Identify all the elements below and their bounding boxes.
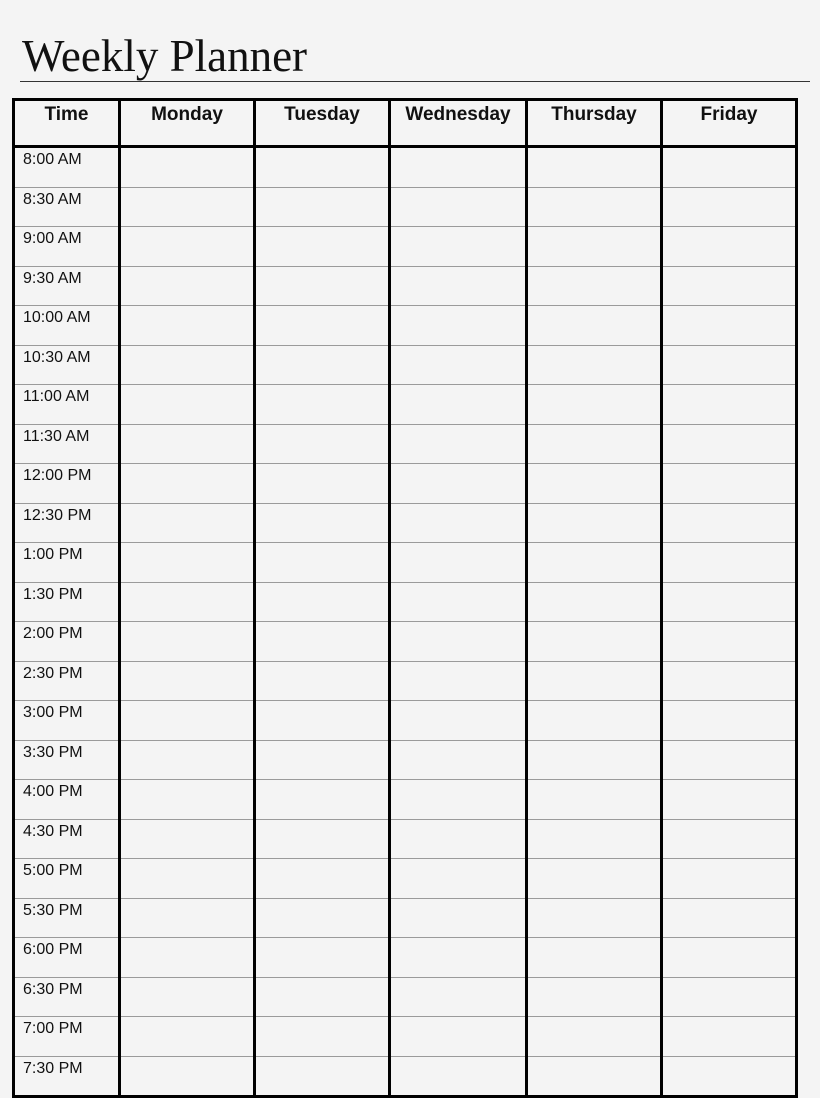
time-slot-label: 12:30 PM [14,503,120,543]
slot-cell-monday[interactable] [120,306,255,346]
table-row [14,1017,797,1057]
slot-cell-monday[interactable] [120,661,255,701]
column-header-tuesday: Tuesday [255,100,390,147]
page-title: Weekly Planner [22,31,308,81]
table-row [14,622,797,662]
slot-cell-monday[interactable] [120,898,255,938]
time-slot-label: 6:00 PM [14,938,120,978]
time-slot-label: 12:00 PM [14,464,120,504]
slot-cell-monday[interactable] [120,938,255,978]
slot-cell-thursday[interactable] [527,503,662,543]
time-slot-label: 10:30 AM [14,345,120,385]
time-slot-label: 10:00 AM [14,306,120,346]
column-header-thursday: Thursday [527,100,662,147]
slot-cell-monday[interactable] [120,227,255,267]
slot-cell-thursday[interactable] [527,780,662,820]
table-row [14,977,797,1017]
slot-cell-friday[interactable] [662,1056,797,1097]
slot-cell-wednesday[interactable] [390,503,527,543]
slot-cell-friday[interactable] [662,464,797,504]
slot-cell-friday[interactable] [662,345,797,385]
slot-cell-tuesday[interactable] [255,227,390,267]
slot-cell-friday[interactable] [662,424,797,464]
slot-cell-friday[interactable] [662,938,797,978]
slot-cell-tuesday[interactable] [255,938,390,978]
slot-cell-thursday[interactable] [527,859,662,899]
slot-cell-monday[interactable] [120,147,255,188]
slot-cell-thursday[interactable] [527,385,662,425]
title-divider [20,81,810,82]
slot-cell-thursday[interactable] [527,227,662,267]
table-row [14,385,797,425]
slot-cell-friday[interactable] [662,977,797,1017]
slot-cell-wednesday[interactable] [390,740,527,780]
slot-cell-monday[interactable] [120,187,255,227]
slot-cell-wednesday[interactable] [390,622,527,662]
slot-cell-friday[interactable] [662,819,797,859]
table-row [14,266,797,306]
slot-cell-tuesday[interactable] [255,977,390,1017]
slot-cell-friday[interactable] [662,266,797,306]
slot-cell-friday[interactable] [662,543,797,583]
time-slot-label: 6:30 PM [14,977,120,1017]
slot-cell-friday[interactable] [662,701,797,741]
slot-cell-tuesday[interactable] [255,266,390,306]
slot-cell-tuesday[interactable] [255,859,390,899]
slot-cell-tuesday[interactable] [255,345,390,385]
slot-cell-thursday[interactable] [527,1056,662,1097]
time-slot-label: 11:00 AM [14,385,120,425]
slot-cell-friday[interactable] [662,187,797,227]
table-row [14,898,797,938]
slot-cell-thursday[interactable] [527,819,662,859]
slot-cell-tuesday[interactable] [255,464,390,504]
time-slot-label: 1:00 PM [14,543,120,583]
slot-cell-wednesday[interactable] [390,977,527,1017]
slot-cell-thursday[interactable] [527,977,662,1017]
table-row [14,780,797,820]
slot-cell-friday[interactable] [662,503,797,543]
slot-cell-tuesday[interactable] [255,503,390,543]
slot-cell-friday[interactable] [662,582,797,622]
slot-cell-monday[interactable] [120,977,255,1017]
slot-cell-wednesday[interactable] [390,227,527,267]
table-row [14,701,797,741]
slot-cell-monday[interactable] [120,385,255,425]
table-row [14,503,797,543]
table-row [14,859,797,899]
slot-cell-monday[interactable] [120,622,255,662]
slot-cell-wednesday[interactable] [390,859,527,899]
slot-cell-wednesday[interactable] [390,306,527,346]
slot-cell-monday[interactable] [120,740,255,780]
slot-cell-thursday[interactable] [527,898,662,938]
table-row [14,582,797,622]
slot-cell-wednesday[interactable] [390,1056,527,1097]
slot-cell-tuesday[interactable] [255,385,390,425]
slot-cell-monday[interactable] [120,1056,255,1097]
slot-cell-wednesday[interactable] [390,819,527,859]
slot-cell-thursday[interactable] [527,345,662,385]
table-row [14,740,797,780]
slot-cell-thursday[interactable] [527,266,662,306]
table-row [14,819,797,859]
table-row [14,345,797,385]
time-slot-label: 4:00 PM [14,780,120,820]
slot-cell-tuesday[interactable] [255,147,390,188]
slot-cell-thursday[interactable] [527,661,662,701]
slot-cell-wednesday[interactable] [390,1017,527,1057]
slot-cell-friday[interactable] [662,859,797,899]
slot-cell-friday[interactable] [662,147,797,188]
slot-cell-wednesday[interactable] [390,464,527,504]
slot-cell-thursday[interactable] [527,543,662,583]
table-row [14,227,797,267]
slot-cell-tuesday[interactable] [255,306,390,346]
slot-cell-monday[interactable] [120,266,255,306]
slot-cell-monday[interactable] [120,424,255,464]
time-slot-label: 9:30 AM [14,266,120,306]
time-slot-label: 1:30 PM [14,582,120,622]
table-row [14,543,797,583]
slot-cell-wednesday[interactable] [390,187,527,227]
slot-cell-monday[interactable] [120,701,255,741]
slot-cell-monday[interactable] [120,1017,255,1057]
slot-cell-friday[interactable] [662,661,797,701]
slot-cell-wednesday[interactable] [390,582,527,622]
time-slot-label: 5:00 PM [14,859,120,899]
slot-cell-wednesday[interactable] [390,385,527,425]
slot-cell-tuesday[interactable] [255,661,390,701]
slot-cell-friday[interactable] [662,306,797,346]
table-row [14,147,797,188]
table-row [14,306,797,346]
slot-cell-tuesday[interactable] [255,424,390,464]
planner-body [14,147,797,1097]
slot-cell-wednesday[interactable] [390,345,527,385]
slot-cell-tuesday[interactable] [255,701,390,741]
table-row [14,1056,797,1097]
time-slot-label: 7:00 PM [14,1017,120,1057]
column-header-wednesday: Wednesday [390,100,527,147]
slot-cell-friday[interactable] [662,780,797,820]
slot-cell-wednesday[interactable] [390,701,527,741]
slot-cell-wednesday[interactable] [390,424,527,464]
slot-cell-tuesday[interactable] [255,898,390,938]
slot-cell-tuesday[interactable] [255,622,390,662]
slot-cell-wednesday[interactable] [390,661,527,701]
time-slot-label: 2:00 PM [14,622,120,662]
slot-cell-monday[interactable] [120,543,255,583]
time-slot-label: 3:30 PM [14,740,120,780]
time-slot-label: 3:00 PM [14,701,120,741]
slot-cell-thursday[interactable] [527,306,662,346]
slot-cell-tuesday[interactable] [255,1017,390,1057]
slot-cell-thursday[interactable] [527,582,662,622]
slot-cell-monday[interactable] [120,503,255,543]
slot-cell-monday[interactable] [120,780,255,820]
slot-cell-tuesday[interactable] [255,187,390,227]
time-slot-label: 8:30 AM [14,187,120,227]
slot-cell-friday[interactable] [662,227,797,267]
planner-table [12,98,798,1098]
slot-cell-wednesday[interactable] [390,898,527,938]
table-row [14,464,797,504]
slot-cell-tuesday[interactable] [255,740,390,780]
slot-cell-monday[interactable] [120,819,255,859]
time-slot-label: 5:30 PM [14,898,120,938]
time-slot-label: 8:00 AM [14,147,120,188]
slot-cell-thursday[interactable] [527,938,662,978]
time-slot-label: 7:30 PM [14,1056,120,1097]
slot-cell-thursday[interactable] [527,187,662,227]
slot-cell-tuesday[interactable] [255,543,390,583]
slot-cell-friday[interactable] [662,1017,797,1057]
header-row [14,100,797,147]
table-row [14,938,797,978]
time-slot-label: 9:00 AM [14,227,120,267]
column-header-monday: Monday [120,100,255,147]
slot-cell-thursday[interactable] [527,147,662,188]
time-slot-label: 11:30 AM [14,424,120,464]
table-row [14,424,797,464]
slot-cell-wednesday[interactable] [390,938,527,978]
slot-cell-thursday[interactable] [527,424,662,464]
slot-cell-thursday[interactable] [527,622,662,662]
slot-cell-thursday[interactable] [527,740,662,780]
slot-cell-thursday[interactable] [527,464,662,504]
slot-cell-tuesday[interactable] [255,780,390,820]
slot-cell-wednesday[interactable] [390,543,527,583]
time-slot-label: 4:30 PM [14,819,120,859]
slot-cell-friday[interactable] [662,740,797,780]
slot-cell-friday[interactable] [662,898,797,938]
column-header-friday: Friday [662,100,797,147]
slot-cell-wednesday[interactable] [390,147,527,188]
slot-cell-monday[interactable] [120,582,255,622]
time-slot-label: 2:30 PM [14,661,120,701]
slot-cell-friday[interactable] [662,385,797,425]
slot-cell-monday[interactable] [120,345,255,385]
slot-cell-tuesday[interactable] [255,582,390,622]
slot-cell-wednesday[interactable] [390,780,527,820]
table-row [14,661,797,701]
slot-cell-wednesday[interactable] [390,266,527,306]
slot-cell-tuesday[interactable] [255,1056,390,1097]
slot-cell-tuesday[interactable] [255,819,390,859]
slot-cell-monday[interactable] [120,464,255,504]
slot-cell-thursday[interactable] [527,701,662,741]
slot-cell-thursday[interactable] [527,1017,662,1057]
column-header-time: Time [14,100,120,147]
slot-cell-friday[interactable] [662,622,797,662]
table-row [14,187,797,227]
slot-cell-monday[interactable] [120,859,255,899]
